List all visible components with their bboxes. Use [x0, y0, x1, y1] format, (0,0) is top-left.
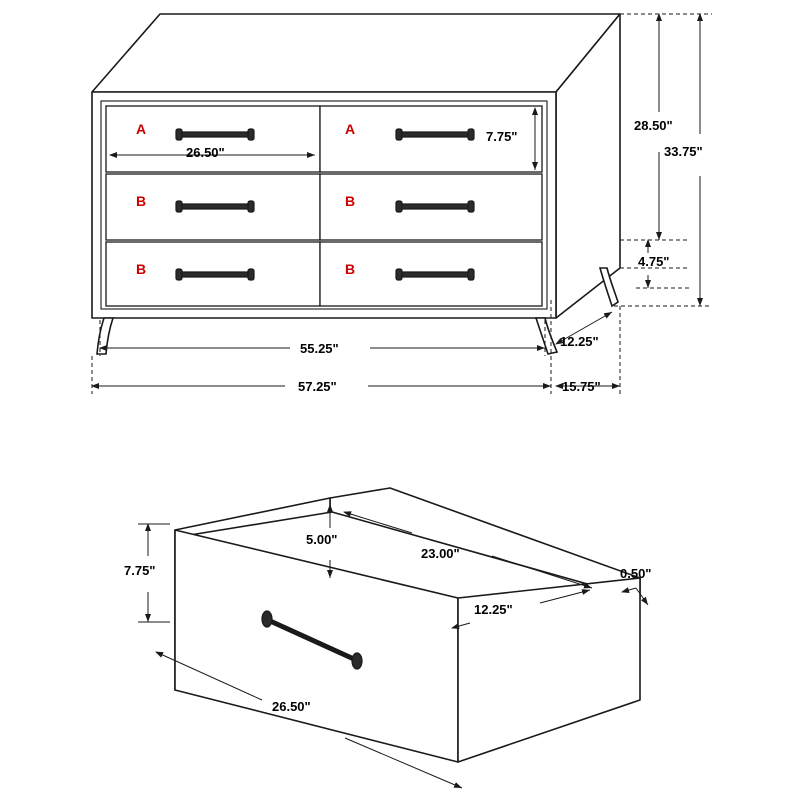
dim-case-width: 55.25" [300, 341, 339, 356]
drawer-label-a-right: A [345, 121, 356, 137]
dim-top-surface-height: 28.50" [634, 118, 673, 133]
drawer-label-b-mid-left: B [136, 193, 147, 209]
drawer-label-b-bottom-right: B [345, 261, 356, 277]
dim-overall-height: 33.75" [664, 144, 703, 159]
dim-overall-width: 57.25" [298, 379, 337, 394]
dim-drawer-interior-width: 23.00" [421, 546, 460, 561]
dim-drawer-interior-height: 5.00" [306, 532, 338, 547]
drawer-detail-body [175, 488, 640, 762]
drawer-label-b-mid-right: B [345, 193, 356, 209]
dim-overall-depth: 15.75" [562, 379, 601, 394]
dim-case-depth: 12.25" [560, 334, 599, 349]
dim-drawer-width: 26.50" [186, 145, 225, 160]
drawer-fronts [106, 106, 542, 306]
drawer-label-b-bottom-left: B [136, 261, 147, 277]
drawer-label-a-left: A [136, 121, 147, 137]
dim-drawer-interior-depth: 12.25" [474, 602, 513, 617]
dim-leg-height: 4.75" [638, 254, 670, 269]
dim-drawer-side-height: 7.75" [124, 563, 156, 578]
dim-drawer-overall-width: 26.50" [272, 699, 311, 714]
dim-drawer-front-height: 7.75" [486, 129, 518, 144]
dim-drawer-panel-thickness: 0.50" [620, 566, 652, 581]
